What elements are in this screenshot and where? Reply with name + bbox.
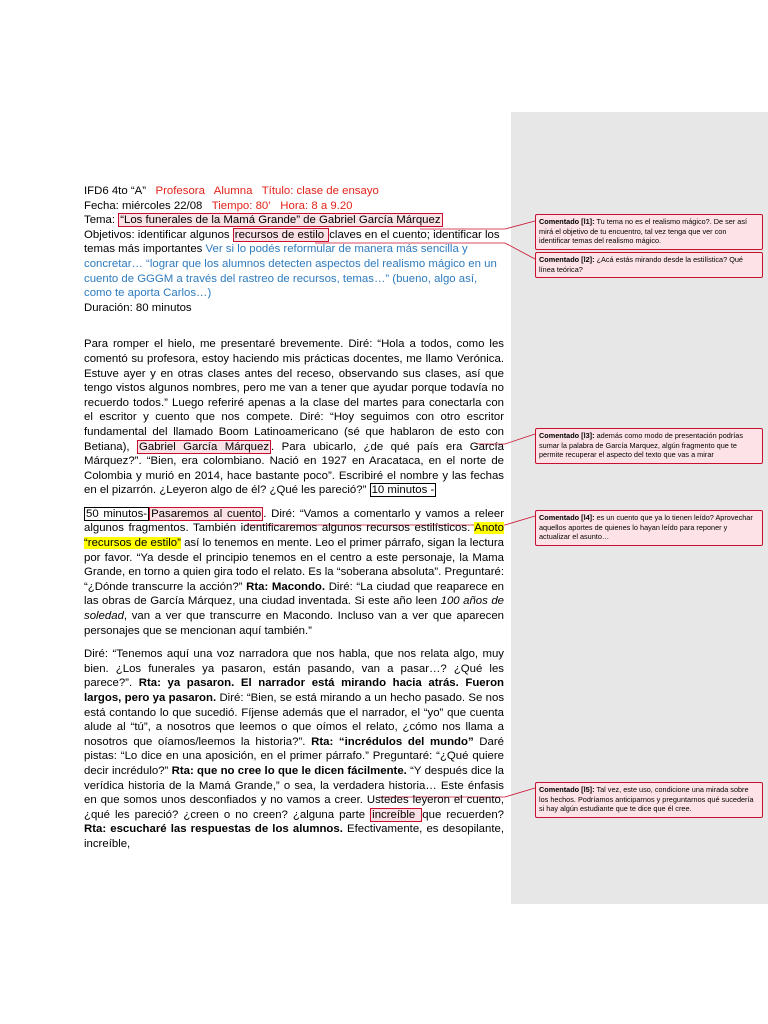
alumna-label: Alumna [213,185,253,197]
highlight-recursos: Anoto “recursos de estilo” [84,522,504,550]
header-line-2 [84,199,504,214]
book-title: 100 años de soledad [84,595,504,623]
objetivos-block: Objetivos: identificar algunos recursos de estilo claves en el cuento; identificar los temas más importantes Ver si lo podés reformular de manera más sencilla y concretar… “lograr que los alumnos detecten aspectos del realismo mágico en un cuento de GGGM a través del rastreo de recursos, temas…” (bueno, algo así, como te aporta Carlos…) [84,228,500,300]
paragraph-3: Diré: “Tenemos aquí una voz narradora que nos habla, que nos relata algo, muy bien. ¿Los funerales ya pasaron, están pasando, van a pasar…? ¿Qué les parece?”. Rta: ya pasaron. El narrador está mirando hacia atrás. Fueron largos, pero ya pasaron. Diré: “Bien, se está mirando a un hecho pasado. Se nos está contando lo que sucedió. Fíjense además que el narrador, el “yo” que cuenta alude al “tú”, a nosotros que leemos o que oímos el relato, ¿cómo nos llama a nosotros que oíamos/leemos la historia?”. Rta: “incrédulos del mundo” Daré pistas: “Lo dice en una aposición, en el primer párrafo.” Preguntaré: “¿Qué quiere decir incrédulo?” Rta: que no cree lo que le dicen fácilmente. “Y después dice la verídica historia de la Mamá Grande,” o sea, la verdadera historia… Este énfasis en que somos unos desconfiados y no vamos a creer. Ustedes leyeron el cuento, ¿qué les pareció? ¿creen o no creen? ¿alguna parte increíble que recuerden? Rta: escucharé las respuestas de los alumnos. Efectivamente, es desopilante, increíble, [84,648,505,850]
time-box-50: 50 minutos- [86,507,148,520]
time-label: Tiempo: 80’ [211,199,271,212]
comment-l3[interactable]: Comentado [l3]: además como modo de presentación podrías sumar la palabra de García Marquez, algún fragmento que te permite recuperar el aspecto del texto que vas a mirar [535,428,763,464]
recursos-de-estilo-commented[interactable]: recursos de estilo [234,228,328,241]
duracion-line: Duración: 80 minutos [84,301,192,314]
increible-commented[interactable]: increíble [372,808,421,821]
paragraph-2: 50 minutos- Pasaremos al cuento . Diré: “Vamos a comentarlo y vamos a releer algunos fragmentos. También identificaremos algunos recursos estilísticos. Anoto “recursos de estilo” así lo tenemos en mente. Leo el primer párrafo, sigan la lectura por favor. “Ya desde el principio tenemos en el centro a este personaje, la Mama Grande, en torno a quien gira todo el relato. Es la “soberana absoluta”. Preguntaré: “¿Dónde transcurre la acción?” Rta: Macondo. Diré: “La ciudad que reaparece en las obras de García Márquez, una ciudad inventada. Si este año leen 100 años de soledad, van a ver que transcurre en Macondo. Incluso van a ver que aparecen personajes que se mencionan aquí también.” [84,507,504,637]
course-label: IFD6 4to “A” [84,185,147,197]
tema-line: Tema: “Los funerales de la Mamá Grande” de Gabriel García Márquez [84,214,441,227]
comment-l5[interactable]: Comentado [l5]: Tal vez, este uso, condicione una mirada sobre los hechos. Podríamos anticiparnos y preguntarnos qué sucedería si hay algún estudiante que te dice que él cree. [535,782,763,818]
tema-value-commented[interactable]: “Los funerales de la Mamá Grande” de Gabriel García Márquez [120,214,441,227]
objetivos-suggestion: Ver si lo podés reformular de manera más sencilla y concretar… “lograr que los alumnos detecten aspectos del realismo mágico en un cuento de GGGM a través del rastreo de recursos, temas…” (bueno, algo así, como te aporta Carlos…) [84,243,497,300]
date-label: Fecha: miércoles 22/08 [84,199,203,212]
lesson-header [84,184,504,852]
header-line-1 [84,184,504,199]
pasaremos-al-cuento-commented[interactable]: Pasaremos al cuento [151,507,262,520]
hour-label: Hora: 8 a 9.20 [280,199,353,212]
time-box-10: 10 minutos - [371,484,435,497]
comment-l1[interactable]: Comentado [l1]: Tu tema no es el realismo mágico?. De ser así mirá el objetivo de tu encuentro, tal vez tenga que ver con identificar temas del realismo mágico. [535,214,763,250]
garcia-marquez-commented[interactable]: Gabriel García Márquez [139,440,270,453]
comment-l4[interactable]: Comentado [l4]: es un cuento que ya lo tienen leído? Aprovechar aquellos aportes de quienes lo hayan leído para reponer y actualizar el asunto… [535,510,763,546]
comment-l2[interactable]: Comentado [l2]: ¿Acá estás mirando desde la estilística? Qué línea teórica? [535,252,763,278]
title-label: Título: clase de ensayo [261,185,379,197]
profesora-label: Profesora [155,185,205,197]
paragraph-1: Para romper el hielo, me presentaré brevemente. Diré: “Hola a todos, como les comentó su profesora, estoy haciendo mis prácticas docentes, me llamo Verónica. Estuve ayer y en otras clases antes del receso, observando sus clases, así que tengo vistos algunos nombres, pero me van a tener que ayudar porque todavía no recuerdo todos.” Luego referiré apenas a la clase del martes para conectarla con el escritor y cuento que nos compete. Diré: “Hoy seguimos con otro escritor fundamental del llamado Boom Latinoamericano (sé que hablaron de esto con Betiana), Gabriel García Márquez . Para ubicarlo, ¿de qué país era García Márquez?”. “Bien, era colombiano. Nació en 1927 en Aracataca, en el norte de Colombia y murió en 2014, hace bastante poco”. Escribiré el nombre y las fechas en el pizarrón. ¿Leyeron algo de él? ¿Qué les pareció?” 10 minutos - [84,338,504,497]
